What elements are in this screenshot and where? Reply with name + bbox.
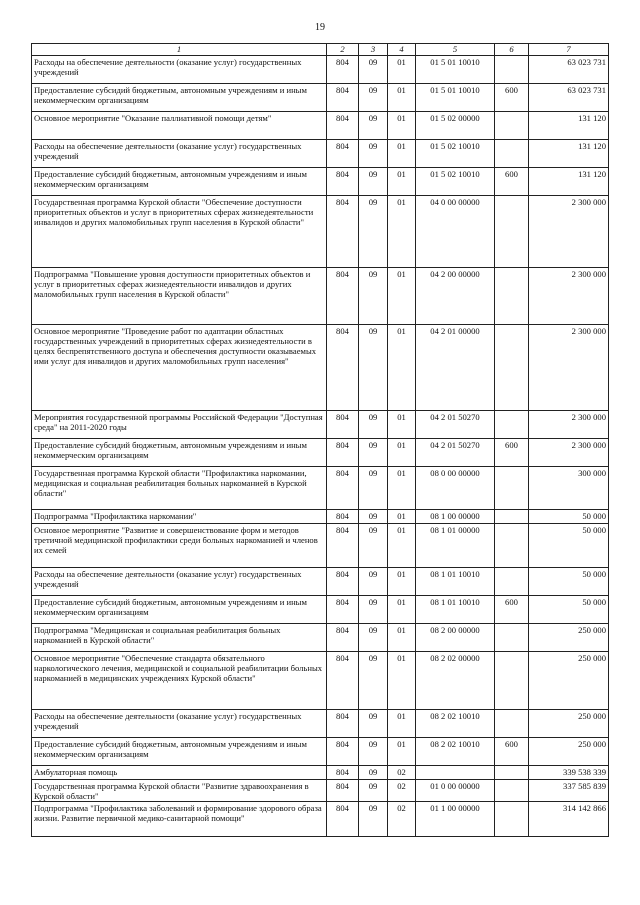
- table-row: [32, 112, 609, 140]
- table-row: [32, 140, 609, 168]
- row-amount: 2 300 000: [529, 439, 609, 467]
- row-expense-type: 600: [495, 168, 529, 196]
- row-section: 09: [359, 780, 388, 802]
- row-name: Государственная программа Курской области "Профилактика наркомании, медицинская и социальная реабилитация больных наркоманией в Курской области": [32, 467, 327, 510]
- header-cell-5: 5: [416, 44, 495, 56]
- row-target-article: 08 1 00 00000: [416, 510, 495, 524]
- row-target-article: 08 2 02 00000: [416, 652, 495, 710]
- row-name: Предоставление субсидий бюджетным, автономным учреждениям и иным некоммерческим организациям: [32, 596, 327, 624]
- row-subsection: 01: [388, 439, 416, 467]
- row-amount: 50 000: [529, 596, 609, 624]
- row-section: 09: [359, 710, 388, 738]
- header-cell-7: 7: [529, 44, 609, 56]
- row-target-article: 08 2 02 10010: [416, 710, 495, 738]
- page-number: 19: [315, 22, 325, 33]
- row-subsection: 01: [388, 467, 416, 510]
- row-expense-type: [495, 56, 529, 84]
- row-amount: 314 142 866: [529, 802, 609, 837]
- row-subsection: 02: [388, 766, 416, 780]
- row-amount: 50 000: [529, 510, 609, 524]
- row-target-article: 01 5 02 10010: [416, 168, 495, 196]
- row-name: Государственная программа Курской области "Развитие здравоохранения в Курской области": [32, 780, 327, 802]
- row-name: Подпрограмма "Повышение уровня доступности приоритетных объектов и услуг в приоритетных сферах жизнедеятельности инвалидов и других маломобильных групп населения в Курской области": [32, 268, 327, 325]
- header-cell-1: 1: [32, 44, 327, 56]
- row-section: 09: [359, 140, 388, 168]
- row-amount: 50 000: [529, 568, 609, 596]
- row-expense-type: [495, 140, 529, 168]
- table-row: [32, 596, 609, 624]
- row-admin-code: 804: [327, 439, 359, 467]
- row-amount: 63 023 731: [529, 56, 609, 84]
- row-amount: 131 120: [529, 168, 609, 196]
- row-section: 09: [359, 325, 388, 411]
- row-subsection: 01: [388, 652, 416, 710]
- row-admin-code: 804: [327, 140, 359, 168]
- row-subsection: 01: [388, 524, 416, 568]
- row-expense-type: [495, 467, 529, 510]
- row-amount: 2 300 000: [529, 325, 609, 411]
- row-section: 09: [359, 467, 388, 510]
- row-name: Предоставление субсидий бюджетным, автономным учреждениям и иным некоммерческим организациям: [32, 738, 327, 766]
- header-cell-2: 2: [327, 44, 359, 56]
- table-row: [32, 568, 609, 596]
- row-expense-type: [495, 510, 529, 524]
- row-admin-code: 804: [327, 596, 359, 624]
- row-expense-type: [495, 802, 529, 837]
- table-row: [32, 411, 609, 439]
- row-section: 09: [359, 56, 388, 84]
- row-admin-code: 804: [327, 196, 359, 268]
- row-amount: 2 300 000: [529, 411, 609, 439]
- row-section: 09: [359, 624, 388, 652]
- row-expense-type: [495, 780, 529, 802]
- row-name: Основное мероприятие "Развитие и совершенствование форм и методов третичной медицинской профилактики среди больных наркоманией и членов их семей: [32, 524, 327, 568]
- row-section: 09: [359, 596, 388, 624]
- table-row: [32, 524, 609, 568]
- table-row: [32, 84, 609, 112]
- table-row: [32, 467, 609, 510]
- row-name: Мероприятия государственной программы Российской Федерации "Доступная среда" на 2011-2020 годы: [32, 411, 327, 439]
- row-subsection: 01: [388, 568, 416, 596]
- row-subsection: 01: [388, 710, 416, 738]
- row-subsection: 01: [388, 268, 416, 325]
- row-section: 09: [359, 568, 388, 596]
- row-admin-code: 804: [327, 710, 359, 738]
- row-section: 09: [359, 268, 388, 325]
- row-section: 09: [359, 439, 388, 467]
- row-admin-code: 804: [327, 467, 359, 510]
- row-target-article: 08 2 02 10010: [416, 738, 495, 766]
- row-amount: 131 120: [529, 140, 609, 168]
- header-cell-6: 6: [495, 44, 529, 56]
- row-subsection: 01: [388, 624, 416, 652]
- row-subsection: 02: [388, 802, 416, 837]
- row-name: Расходы на обеспечение деятельности (оказание услуг) государственных учреждений: [32, 568, 327, 596]
- row-target-article: 08 2 00 00000: [416, 624, 495, 652]
- row-subsection: 01: [388, 738, 416, 766]
- row-subsection: 01: [388, 112, 416, 140]
- row-subsection: 01: [388, 596, 416, 624]
- row-admin-code: 804: [327, 624, 359, 652]
- row-target-article: 01 0 00 00000: [416, 780, 495, 802]
- row-admin-code: 804: [327, 766, 359, 780]
- row-name: Предоставление субсидий бюджетным, автономным учреждениям и иным некоммерческим организациям: [32, 84, 327, 112]
- row-amount: 250 000: [529, 624, 609, 652]
- row-expense-type: 600: [495, 84, 529, 112]
- row-subsection: 02: [388, 780, 416, 802]
- row-expense-type: 600: [495, 439, 529, 467]
- row-expense-type: [495, 268, 529, 325]
- row-target-article: 04 2 00 00000: [416, 268, 495, 325]
- table-row: [32, 780, 609, 802]
- table-row: [32, 168, 609, 196]
- row-section: 09: [359, 84, 388, 112]
- row-admin-code: 804: [327, 652, 359, 710]
- row-admin-code: 804: [327, 56, 359, 84]
- row-section: 09: [359, 411, 388, 439]
- row-expense-type: [495, 652, 529, 710]
- row-expense-type: 600: [495, 596, 529, 624]
- table-row: [32, 439, 609, 467]
- row-section: 09: [359, 510, 388, 524]
- row-amount: 250 000: [529, 710, 609, 738]
- table-row: [32, 652, 609, 710]
- row-target-article: 04 0 00 00000: [416, 196, 495, 268]
- row-amount: 339 538 339: [529, 766, 609, 780]
- row-section: 09: [359, 112, 388, 140]
- row-expense-type: [495, 710, 529, 738]
- row-amount: 131 120: [529, 112, 609, 140]
- row-admin-code: 804: [327, 268, 359, 325]
- row-target-article: 08 1 01 10010: [416, 596, 495, 624]
- row-name: Расходы на обеспечение деятельности (оказание услуг) государственных учреждений: [32, 140, 327, 168]
- row-section: 09: [359, 196, 388, 268]
- table-row: [32, 268, 609, 325]
- row-expense-type: 600: [495, 738, 529, 766]
- table-row: [32, 624, 609, 652]
- row-name: Предоставление субсидий бюджетным, автономным учреждениям и иным некоммерческим организациям: [32, 168, 327, 196]
- row-name: Подпрограмма "Медицинская и социальная реабилитация больных наркоманией в Курской области": [32, 624, 327, 652]
- row-section: 09: [359, 652, 388, 710]
- row-name: Амбулаторная помощь: [32, 766, 327, 780]
- table-row: [32, 738, 609, 766]
- row-admin-code: 804: [327, 524, 359, 568]
- table-row: [32, 710, 609, 738]
- row-admin-code: 804: [327, 168, 359, 196]
- row-amount: 250 000: [529, 738, 609, 766]
- row-name: Основное мероприятие "Проведение работ по адаптации областных государственных учреждений в приоритетных сферах жизнедеятельности в целях беспрепятственного доступа и обеспечения доступности оказываемых ими услуг для инвалидов и других маломобильных групп населения": [32, 325, 327, 411]
- row-name: Расходы на обеспечение деятельности (оказание услуг) государственных учреждений: [32, 56, 327, 84]
- row-expense-type: [495, 411, 529, 439]
- row-amount: 50 000: [529, 524, 609, 568]
- row-name: Подпрограмма "Профилактика наркомании": [32, 510, 327, 524]
- row-target-article: 08 1 01 00000: [416, 524, 495, 568]
- row-target-article: 04 2 01 00000: [416, 325, 495, 411]
- row-target-article: 08 1 01 10010: [416, 568, 495, 596]
- row-target-article: 01 5 02 10010: [416, 140, 495, 168]
- row-name: Основное мероприятие "Оказание паллиативной помощи детям": [32, 112, 327, 140]
- row-amount: 2 300 000: [529, 196, 609, 268]
- row-subsection: 01: [388, 196, 416, 268]
- table-row: [32, 196, 609, 268]
- row-expense-type: [495, 766, 529, 780]
- row-target-article: 08 0 00 00000: [416, 467, 495, 510]
- header-cell-3: 3: [359, 44, 388, 56]
- row-amount: 250 000: [529, 652, 609, 710]
- row-subsection: 01: [388, 325, 416, 411]
- row-subsection: 01: [388, 168, 416, 196]
- row-amount: 2 300 000: [529, 268, 609, 325]
- header-cell-4: 4: [388, 44, 416, 56]
- row-target-article: 04 2 01 50270: [416, 439, 495, 467]
- row-section: 09: [359, 738, 388, 766]
- row-subsection: 01: [388, 84, 416, 112]
- row-admin-code: 804: [327, 780, 359, 802]
- row-name: Расходы на обеспечение деятельности (оказание услуг) государственных учреждений: [32, 710, 327, 738]
- row-target-article: 01 5 01 10010: [416, 56, 495, 84]
- row-admin-code: 804: [327, 802, 359, 837]
- row-admin-code: 804: [327, 112, 359, 140]
- row-target-article: 01 1 00 00000: [416, 802, 495, 837]
- row-admin-code: 804: [327, 738, 359, 766]
- row-amount: 300 000: [529, 467, 609, 510]
- table-row: [32, 802, 609, 837]
- row-section: 09: [359, 766, 388, 780]
- row-section: 09: [359, 524, 388, 568]
- row-expense-type: [495, 196, 529, 268]
- row-subsection: 01: [388, 411, 416, 439]
- row-admin-code: 804: [327, 325, 359, 411]
- table-row: [32, 510, 609, 524]
- row-name: Основное мероприятие "Обеспечение стандарта обязательного наркологического лечения, медицинской и социальной реабилитации больных наркоманией в медицинских учреждениях Курской области": [32, 652, 327, 710]
- row-name: Государственная программа Курской области "Обеспечение доступности приоритетных объектов и услуг в приоритетных сферах жизнедеятельности инвалидов и других маломобильных групп населения в Курской области": [32, 196, 327, 268]
- row-expense-type: [495, 624, 529, 652]
- row-admin-code: 804: [327, 510, 359, 524]
- table-header-row: [32, 44, 609, 56]
- row-subsection: 01: [388, 56, 416, 84]
- row-expense-type: [495, 112, 529, 140]
- row-name: Подпрограмма "Профилактика заболеваний и формирование здорового образа жизни. Развитие первичной медико-санитарной помощи": [32, 802, 327, 837]
- row-expense-type: [495, 524, 529, 568]
- row-admin-code: 804: [327, 568, 359, 596]
- row-target-article: 01 5 01 10010: [416, 84, 495, 112]
- row-target-article: 04 2 01 50270: [416, 411, 495, 439]
- row-subsection: 01: [388, 510, 416, 524]
- row-expense-type: [495, 325, 529, 411]
- row-admin-code: 804: [327, 411, 359, 439]
- row-target-article: 01 5 02 00000: [416, 112, 495, 140]
- row-subsection: 01: [388, 140, 416, 168]
- budget-table: [31, 43, 609, 837]
- row-amount: 337 585 839: [529, 780, 609, 802]
- table-row: [32, 56, 609, 84]
- row-name: Предоставление субсидий бюджетным, автономным учреждениям и иным некоммерческим организациям: [32, 439, 327, 467]
- row-section: 09: [359, 168, 388, 196]
- row-expense-type: [495, 568, 529, 596]
- row-amount: 63 023 731: [529, 84, 609, 112]
- row-target-article: [416, 766, 495, 780]
- table-row: [32, 766, 609, 780]
- row-admin-code: 804: [327, 84, 359, 112]
- table-row: [32, 325, 609, 411]
- row-section: 09: [359, 802, 388, 837]
